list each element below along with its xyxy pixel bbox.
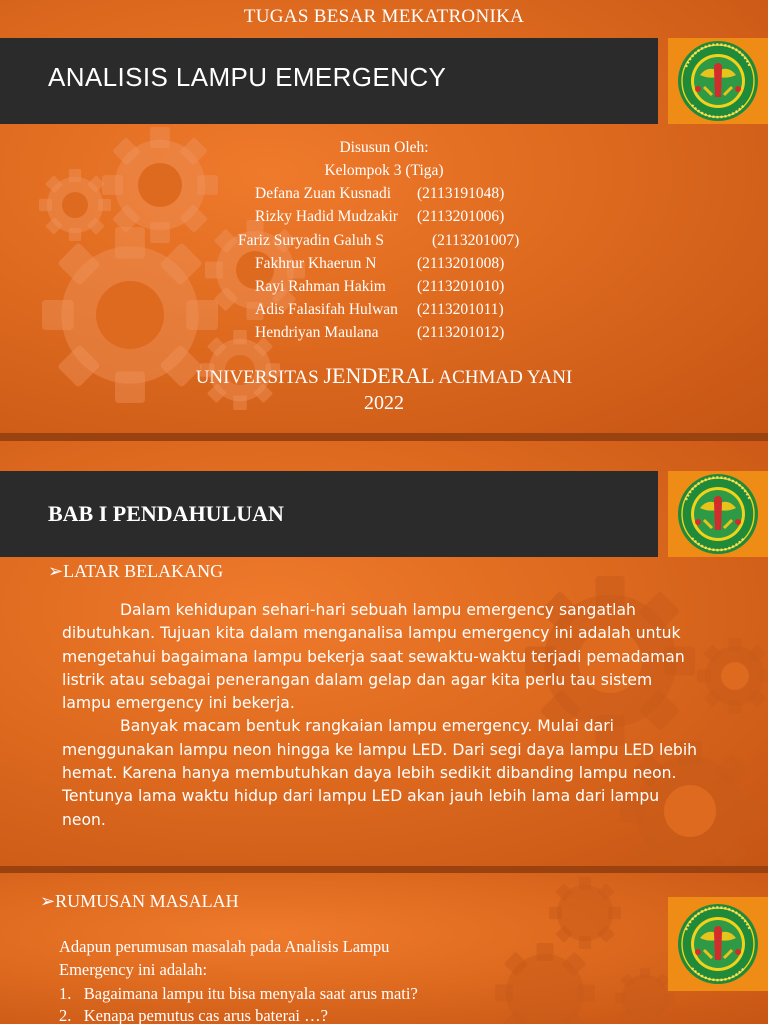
slide-pendahuluan xyxy=(0,441,768,866)
univ-word-2: JENDERAL xyxy=(323,363,435,388)
member-name: Rizky Hadid Mudzakir xyxy=(255,208,398,225)
year: 2022 xyxy=(364,392,404,414)
member-name: Fariz Suryadin Galuh S xyxy=(238,232,384,249)
member-name: Hendriyan Maulana xyxy=(255,324,379,341)
univ-word-1: UNIVERSITAS xyxy=(195,367,319,388)
member-nim: (2113201008) xyxy=(417,255,505,272)
university-logo-icon xyxy=(668,471,768,557)
list-text: Kenapa pemutus cas arus baterai …? xyxy=(83,1006,328,1024)
member-nim: (2113201011) xyxy=(417,301,504,318)
member-name: Adis Falasifah Hulwan xyxy=(255,301,398,318)
slide-divider xyxy=(0,866,768,873)
member-nim: (2113201010) xyxy=(417,278,505,295)
paragraph: Banyak macam bentuk rangkaian lampu emergency. Mulai dari menggunakan lampu neon hingga ke lampu LED. Dari segi daya lampu LED lebih hemat. Karena hanya membutuhkan daya lebih sedikit dibanding lampu neon. Tentunya lama waktu hidup dari lampu LED akan jauh lebih lama dari lampu neon. xyxy=(62,717,698,829)
member-nim: (2113201012) xyxy=(417,324,505,341)
logo-box xyxy=(668,471,768,557)
section-heading xyxy=(48,561,223,582)
slide-rumusan xyxy=(0,873,768,1024)
section-heading xyxy=(40,891,239,912)
intro-line: Adapun perumusan masalah pada Analisis Lampu xyxy=(59,937,390,956)
slide-title xyxy=(0,0,768,433)
member-nim: (2113201006) xyxy=(417,208,505,225)
list-item xyxy=(59,1006,328,1024)
kelompok-label: Kelompok 3 (Tiga) xyxy=(324,162,444,179)
slide-divider xyxy=(0,433,768,441)
list-text: Bagaimana lampu itu bisa menyala saat arus mati? xyxy=(83,984,418,1003)
title-bar xyxy=(0,471,658,557)
univ-word-3: ACHMAD YANI xyxy=(438,367,573,388)
course-title: TUGAS BESAR MEKATRONIKA xyxy=(243,6,525,27)
university-logo-icon xyxy=(668,897,768,991)
slide-title-text: BAB I PENDAHULUAN xyxy=(48,501,284,526)
member-nim: (2113201007) xyxy=(432,232,520,249)
university-name xyxy=(0,363,768,389)
member-nim: (2113191048) xyxy=(417,185,505,202)
section-heading-text: RUMUSAN MASALAH xyxy=(55,891,239,911)
title-bar xyxy=(0,38,658,124)
member-name: Fakhrur Khaerun N xyxy=(255,255,377,272)
paragraph: Dalam kehidupan sehari-hari sebuah lampu emergency sangatlah dibutuhkan. Tujuan kita dalam menganalisa lampu emergency ini adalah untuk mengetahui bagaimana lampu bekerja saat sewaktu-waktu terjadi pemadaman listrik atau sebagai penerangan dalam gelap dan agar kita perlu tau sistem lampu emergency ini bekerja. xyxy=(62,601,685,713)
list-number: 1. xyxy=(59,984,72,1003)
arrow-bullet-icon: ➢ xyxy=(48,561,64,581)
slide-title-text: ANALISIS LAMPU EMERGENCY xyxy=(48,62,447,92)
list-number: 2. xyxy=(59,1006,72,1024)
member-name: Defana Zuan Kusnadi xyxy=(255,185,392,202)
logo-box xyxy=(668,38,768,124)
logo-box xyxy=(668,897,768,991)
body-text xyxy=(62,599,702,832)
member-name: Rayi Rahman Hakim xyxy=(255,278,386,295)
arrow-bullet-icon: ➢ xyxy=(40,891,56,911)
disusun-label: Disusun Oleh: xyxy=(339,139,429,156)
university-logo-icon xyxy=(668,38,768,124)
list-item xyxy=(59,984,418,1004)
intro-line: Emergency ini adalah: xyxy=(59,960,208,979)
section-heading-text: LATAR BELAKANG xyxy=(63,561,224,581)
